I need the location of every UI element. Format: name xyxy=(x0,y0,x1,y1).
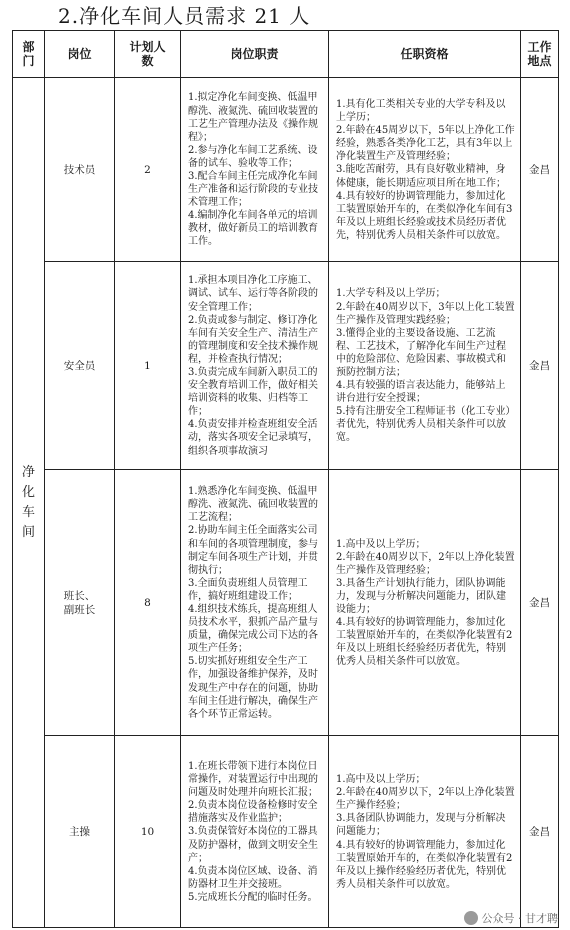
duty-cell: 1.在班长带领下进行本岗位日常操作，对装置运行中出现的问题及时处理并向班长汇报； 2.负责本岗位设备检修时安全措施落实及作业监护； 3.负责保管好本岗位的工器具及防护器材，做到文明安全生产； 4.负责本岗位区域、设备、消防器材卫生并交接班。 5.完成班长分配的临时任务。 xyxy=(181,736,329,928)
table-header-row xyxy=(13,31,559,78)
table-row xyxy=(13,78,559,262)
watermark xyxy=(464,910,559,926)
header-count: 计划人数 xyxy=(115,31,181,78)
table-row xyxy=(13,262,559,470)
location-cell: 金昌 xyxy=(521,736,559,928)
table-row xyxy=(13,736,559,928)
header-dept: 部门 xyxy=(13,31,45,78)
duty-cell: 1.承担本项目净化工序施工、调试、试车、运行等各阶段的安全管理工作； 2.负责或参与制定、修订净化车间有关安全生产、清洁生产的管理制度和安全技术操作规程，并检查执行情况； 3.负责完成车间新入职员工的安全教育培训工作，做好相关培训资料的收集、归档等工作； 4.负责安排并检查班组安全活动，落实各项安全记录填写，组织各项事故演习 xyxy=(181,262,329,470)
qualification-cell: 1.大学专科及以上学历； 2.年龄在40周岁以下，3年以上化工装置生产操作及管理实践经验； 3.懂得企业的主要设备设施、工艺流程、工艺技术，了解净化车间生产过程中的危险部位、危险因素、事故模式和预防控制方法； 4.具有较强的语言表达能力，能够站上讲台进行安全授课； 5.持有注册安全工程师证书（化工专业）者优先，特别优秀人员相关条件可以放宽。 xyxy=(329,262,521,470)
count-cell: 10 xyxy=(115,736,181,928)
position-cell: 安全员 xyxy=(45,262,115,470)
position-cell: 技术员 xyxy=(45,78,115,262)
header-position: 岗位 xyxy=(45,31,115,78)
header-duty: 岗位职责 xyxy=(181,31,329,78)
wechat-icon xyxy=(464,911,478,925)
staffing-table xyxy=(12,30,559,928)
location-cell: 金昌 xyxy=(521,78,559,262)
duty-cell: 1.熟悉净化车间变换、低温甲醇洗、液氮洗、硫回收装置的工艺流程； 2.协助车间主任全面落实公司和车间的各项管理制度，参与制定车间各项生产计划，并贯彻执行； 3.全面负责班组人员管理工作，搞好班组建设工作； 4.组织技术练兵，提高班组人员技术水平，狠抓产品产量与质量，确保完成公司下达的各项生产任务； 5.切实抓好班组安全生产工作，加强设备维护保养，及时发现生产中存在的问题，协助车间主任进行解决，确保生产各个环节正常运转。 xyxy=(181,470,329,736)
page-heading: 2.净化车间人员需求 21 人 xyxy=(58,4,311,28)
duty-cell: 1.拟定净化车间变换、低温甲醇洗、液氮洗、硫回收装置的工艺生产管理办法及《操作规程》； 2.参与净化车间工艺系统、设备的试车、验收等工作； 3.配合车间主任完成净化车间生产准备和运行阶段的专业技术管理工作； 4.编制净化车间各单元的培训教材，做好新员工的培训教育工作。 xyxy=(181,78,329,262)
qualification-cell: 1.高中及以上学历； 2.年龄在40周岁以下，2年以上净化装置生产操作经验； 3.具备团队协调能力，发现与分析解决问题能力； 4.具有较好的协调管理能力，参加过化工装置原始开车的，在类似净化装置有2年及以上操作经验经历者优先，特别优秀人员相关条件可以放宽。 xyxy=(329,736,521,928)
qualification-cell: 1.具有化工类相关专业的大学专科及以上学历； 2.年龄在45周岁以下，5年以上净化工作经验，熟悉各类净化工艺，具有3年以上净化装置生产及管理经验； 3.能吃苦耐劳，具有良好敬业精神，身体健康，能长期适应项目所在地工作； 4.具有较好的协调管理能力，参加过化工装置原始开车的，在类似净化车间有3年及以上班组长经验或技术员经历者优先，特别优秀人员相关条件可以放宽。 xyxy=(329,78,521,262)
position-cell: 主操 xyxy=(45,736,115,928)
count-cell: 1 xyxy=(115,262,181,470)
qualification-cell: 1.高中及以上学历； 2.年龄在40周岁以下，2年以上净化装置生产操作及管理经验； 3.具备生产计划执行能力，团队协调能力，发现与分析解决问题能力，团队建设能力； 4.具有较好的协调管理能力，参加过化工装置原始开车的，在类似净化装置有2年及以上班组长经验经历者优先，特别优秀人员相关条件可以放宽。 xyxy=(329,470,521,736)
location-cell: 金昌 xyxy=(521,470,559,736)
header-location: 工作地点 xyxy=(521,31,559,78)
watermark-text: 公众号 · 甘才聘 xyxy=(481,912,558,925)
department-cell xyxy=(13,78,45,928)
position-cell: 班长、 副班长 xyxy=(45,470,115,736)
count-cell: 8 xyxy=(115,470,181,736)
department-label: 净化车间 xyxy=(21,464,35,540)
count-cell: 2 xyxy=(115,78,181,262)
location-cell: 金昌 xyxy=(521,262,559,470)
header-qual: 任职资格 xyxy=(329,31,521,78)
table-row xyxy=(13,470,559,736)
